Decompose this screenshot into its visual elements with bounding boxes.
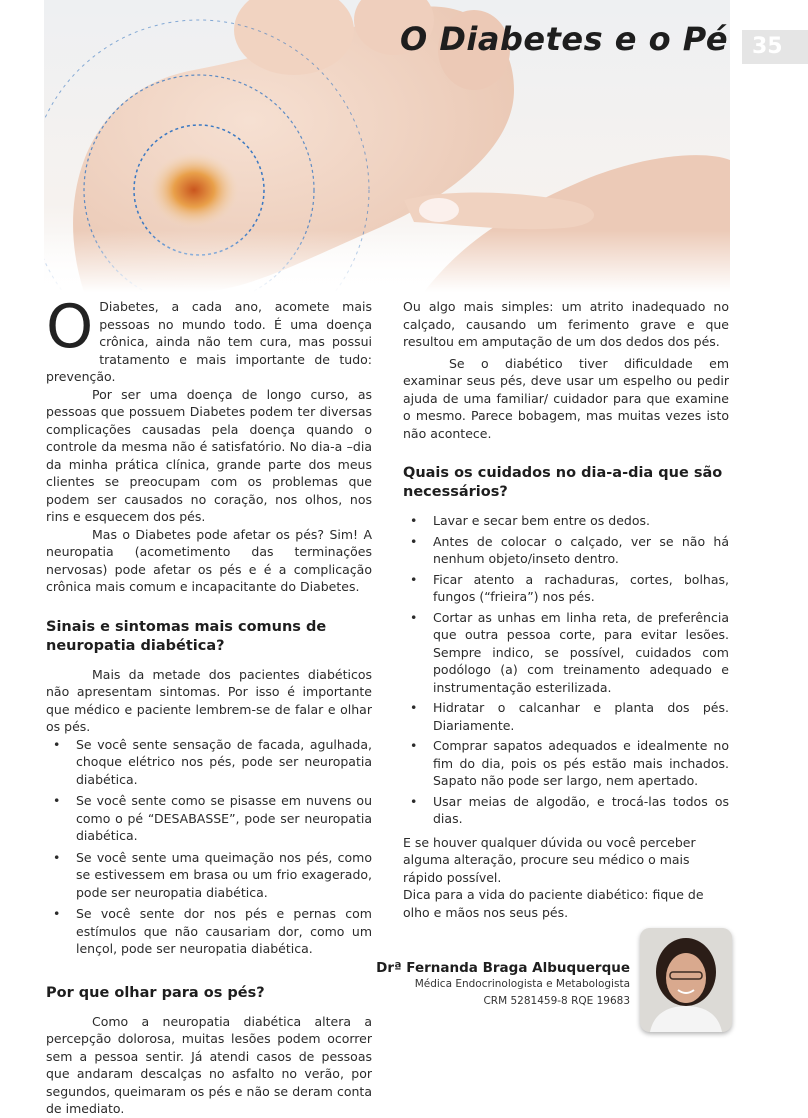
paragraph: Mais da metade dos pacientes diabéticos não apresentam sintomas. Por isso é importante que médico e paciente lembrem-se de falar e olhar os pés. — [46, 666, 372, 734]
page-title: O Diabetes e o Pé — [400, 20, 729, 58]
paragraph: Se o diabético tiver dificuldade em examinar seus pés, deve usar um espelho ou pedir ajuda de uma familiar/ cuidador para que examine o mesmo. Parece bobagem, mas muitas vezes isto não acontece. — [403, 355, 729, 441]
author-photo — [640, 928, 732, 1032]
intro-paragraph: O Diabetes, a cada ano, acomete mais pessoas no mundo todo. É uma doença crônica, ainda não tem cura, mas possui tratamento e mais importante de tudo: prevenção. — [46, 292, 372, 384]
list-item: • Se você sente dor nos pés e pernas com estímulos que não causariam dor, como um lençol, pode ser neuropatia diabética. — [53, 906, 372, 956]
list-item: • Se você sente uma queimação nos pés, como se estivessem em brasa ou um frio exagerado, pode ser neuropatia diabética. — [53, 849, 372, 900]
section-heading: Por que olhar para os pés? — [46, 984, 265, 1001]
paragraph: Mas o Diabetes pode afetar os pés? Sim! A neuropatia (acometimento das terminações nervosas) pode afetar os pés e é a complicação crônica mais comum e incapacitante do Diabetes. — [46, 526, 372, 594]
page-number: 35 — [742, 30, 808, 64]
care-list — [403, 512, 729, 828]
left-column — [46, 292, 372, 1118]
list-item: • Comprar sapatos adequados e idealmente no fim do dia, pois os pés estão mais inchados. Sapato não pode ser largo, nem apertado. — [410, 738, 729, 788]
section-heading: Sinais e sintomas mais comuns de neuropatia diabética? — [46, 618, 327, 654]
list-item: • Ficar atento a rachaduras, cortes, bolhas, fungos (“frieira”) nos pés. — [410, 571, 729, 604]
list-item: • Antes de colocar o calçado, ver se não há nenhum objeto/inseto dentro. — [410, 533, 729, 566]
paragraph: Dica para a vida do paciente diabético: fique de olho e mãos nos seus pés. — [403, 887, 704, 920]
paragraph: Como a neuropatia diabética altera a percepção dolorosa, muitas lesões podem ocorrer sem a pessoa sentir. Já atendi casos de pessoas que andaram descalças no asfalto no verão, por segundos, queimaram os pés e não se deram conta de imediato. — [46, 1013, 372, 1116]
list-item: • Lavar e secar bem entre os dedos. — [410, 513, 650, 528]
list-item: • Se você sente como se pisasse em nuvens ou como o pé “DESABASSE”, pode ser neuropatia diabética. — [53, 793, 372, 843]
author-name: Drª Fernanda Braga Albuquerque — [376, 960, 630, 976]
author-signature — [376, 960, 630, 1010]
paragraph: Ou algo mais simples: um atrito inadequado no calçado, causando um ferimento grave e que resultou em amputação de um dos dedos dos pés. — [403, 299, 729, 349]
section-heading: Quais os cuidados no dia-a-dia que são necessários? — [403, 465, 723, 500]
list-item: • Usar meias de algodão, e trocá-las todos os dias. — [410, 793, 729, 826]
author-crm: CRM 5281459-8 RQE 19683 — [483, 995, 630, 1007]
paragraph: Por ser uma doença de longo curso, as pessoas que possuem Diabetes podem ter diversas complicações causadas pela doença quando o controle da mesma não é satisfatório. No dia-a –dia da minha prática clínica, grande parte dos meus clientes se preocupam com os problemas que podem ser causados no coração, nos olhos, nos rins e esquecem dos pés. — [46, 386, 372, 524]
symptom-list — [46, 736, 372, 958]
right-column — [403, 298, 729, 921]
drop-cap: O — [46, 292, 94, 362]
list-item: • Se você sente sensação de facada, agulhada, choque elétrico nos pés, pode ser neuropatia diabética. — [53, 736, 372, 787]
author-role: Médica Endocrinologista e Metabologista — [414, 978, 630, 990]
list-item: • Hidratar o calcanhar e planta dos pés. Diariamente. — [410, 700, 729, 733]
paragraph: E se houver qualquer dúvida ou você perceber alguma alteração, procure seu médico o mais rápido possível. — [403, 834, 696, 885]
list-item: • Cortar as unhas em linha reta, de preferência que outra pessoa corte, para evitar lesões. Sempre indico, se possível, cuidados com podólogo (a) com treinamento adequado e instrumentação esterilizada. — [410, 609, 729, 695]
